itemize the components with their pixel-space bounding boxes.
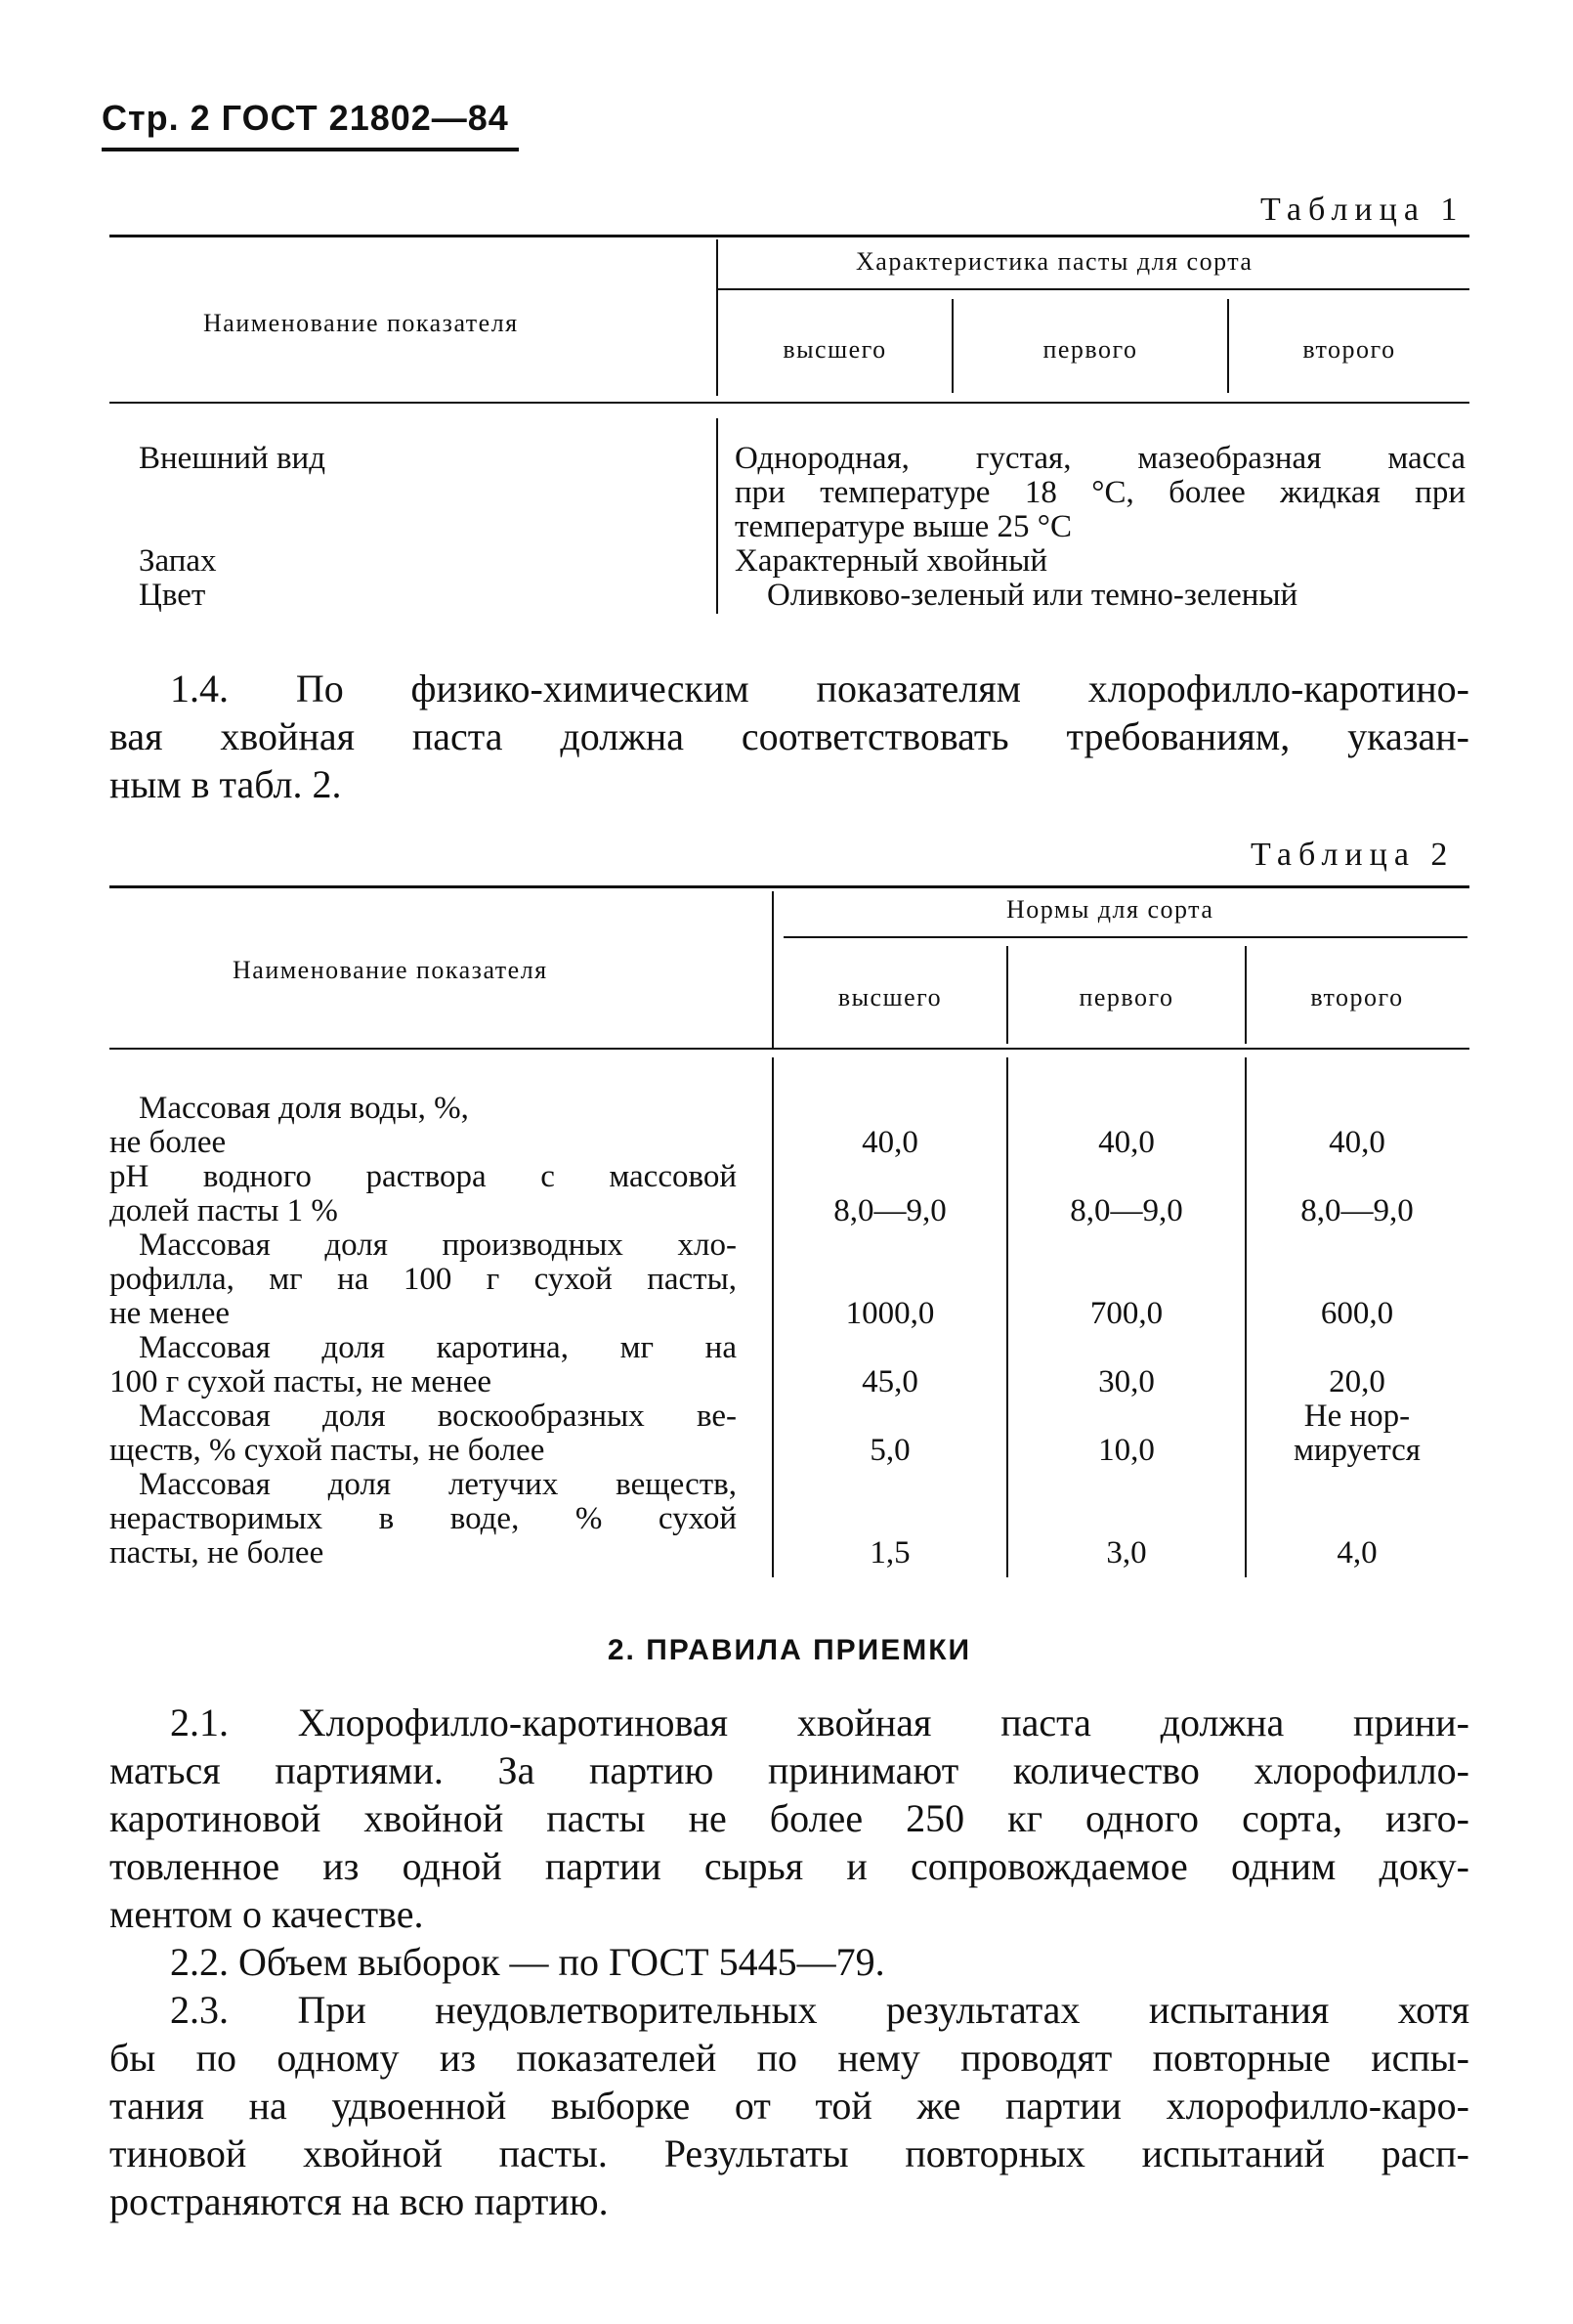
table2-row-name: рофилла, мг на 100 г сухой пасты, <box>109 1262 737 1297</box>
table2-row-name: не менее <box>109 1296 231 1331</box>
paragraph-2-3-line: бы по одному из показателей по нему проводят повторные испы- <box>109 2036 1469 2080</box>
table2-grade-header: второго <box>1310 983 1404 1011</box>
table1-row-value: Однородная, густая, мазеобразная масса <box>735 441 1466 476</box>
table1-group-header: Характеристика пасты для сорта <box>856 247 1254 276</box>
table2-row-name: пасты, не более <box>109 1535 324 1571</box>
table2-header-rule <box>109 1048 1469 1050</box>
table1-body-divider <box>716 418 718 614</box>
table1-row-name: Цвет <box>139 578 206 613</box>
table1-row-value: температуре выше 25 °С <box>735 509 1072 544</box>
table1-header-rule <box>109 402 1469 404</box>
table2-value: 10,0 <box>1098 1433 1155 1468</box>
paragraph-1-4-line: вая хвойная паста должна соответствовать требованиям, указан- <box>109 714 1469 758</box>
table2-row-name: Массовая доля воды, %, <box>139 1091 469 1126</box>
paragraph-2-1-line: ментом о качестве. <box>109 1892 424 1936</box>
table2-value: 40,0 <box>1098 1125 1155 1160</box>
table2-value: 5,0 <box>870 1433 911 1468</box>
table2-divider <box>772 891 774 1048</box>
table2-row-name: Массовая доля летучих веществ, <box>139 1467 737 1502</box>
table2-grade-header: высшего <box>837 983 943 1011</box>
table2-value: 1,5 <box>870 1535 911 1571</box>
page-header: Стр. 2 ГОСТ 21802—84 <box>102 98 509 138</box>
table1-group-rule <box>718 288 1469 290</box>
table1-top-rule <box>109 235 1469 237</box>
table2-value: 700,0 <box>1089 1296 1164 1331</box>
table1-caption: Таблица 1 <box>1260 192 1465 228</box>
section-title: 2. ПРАВИЛА ПРИЕМКИ <box>607 1634 972 1666</box>
table2-row-name: ществ, % сухой пасты, не более <box>109 1433 545 1468</box>
table2-value: 40,0 <box>862 1125 918 1160</box>
paragraph-2-1-line: маться партиями. За партию принимают количество хлорофилло- <box>109 1748 1469 1792</box>
table2-value: мируется <box>1294 1433 1421 1468</box>
paragraph-2-3-line: тания на удвоенной выборке от той же партии хлорофилло-каро- <box>109 2084 1469 2128</box>
paragraph-2-2: 2.2. Объем выборок — по ГОСТ 5445—79. <box>170 1940 885 1984</box>
paragraph-2-3-line: 2.3. При неудовлетворительных результатах испытания хотя <box>170 1988 1469 2032</box>
table1-row-value: при температуре 18 °С, более жидкая при <box>735 475 1466 510</box>
table2-caption: Таблица 2 <box>1251 837 1455 873</box>
table2-value: 1000,0 <box>845 1296 935 1331</box>
table1-row-value: Оливково-зеленый или темно-зеленый <box>767 578 1298 613</box>
table2-row-name: Массовая доля каротина, мг на <box>139 1330 737 1365</box>
paragraph-1-4-line: ным в табл. 2. <box>109 762 342 806</box>
table2-row-name: не более <box>109 1125 227 1160</box>
table2-row-name: Массовая доля воскообразных ве- <box>139 1399 737 1434</box>
table2-value: 600,0 <box>1320 1296 1394 1331</box>
paragraph-2-1-line: товленное из одной партии сырья и сопровождаемое одним доку- <box>109 1844 1469 1888</box>
table1-row-value: Характерный хвойный <box>735 543 1048 579</box>
table2-value: 20,0 <box>1329 1364 1385 1399</box>
table1-grade-header: высшего <box>783 335 887 364</box>
table2-row-name: Массовая доля производных хло- <box>139 1227 737 1263</box>
table1-row-name: Внешний вид <box>139 441 325 476</box>
table1-grade-header: первого <box>1042 335 1138 364</box>
table2-row-name: нерастворимых в воде, % сухой <box>109 1501 737 1536</box>
table2-group-rule <box>784 936 1467 938</box>
table2-value: 8,0—9,0 <box>833 1193 947 1228</box>
table2-grade-header: первого <box>1079 983 1174 1011</box>
table1-grade-header: второго <box>1302 335 1396 364</box>
paragraph-2-1-line: каротиновой хвойной пасты не более 250 кг одного сорта, изго- <box>109 1796 1469 1840</box>
paragraph-2-3-line: тиновой хвойной пасты. Результаты повторных испытаний расп- <box>109 2131 1469 2175</box>
table2-value: 4,0 <box>1337 1535 1378 1571</box>
table2-top-rule <box>109 885 1469 888</box>
table2-value: 45,0 <box>862 1364 918 1399</box>
table2-value: 30,0 <box>1098 1364 1155 1399</box>
table2-value: 40,0 <box>1329 1125 1385 1160</box>
paragraph-2-3-line: ространяются на всю партию. <box>109 2179 609 2223</box>
table2-row-name: долей пасты 1 % <box>109 1193 338 1228</box>
table1-divider <box>716 239 718 396</box>
table2-value: 8,0—9,0 <box>1300 1193 1414 1228</box>
table2-col-name: Наименование показателя <box>233 956 548 984</box>
table2-group-header: Нормы для сорта <box>1006 895 1214 924</box>
table2-value: 3,0 <box>1106 1535 1147 1571</box>
table2-row-name: pH водного раствора с массовой <box>109 1159 737 1194</box>
table2-value: 8,0—9,0 <box>1070 1193 1183 1228</box>
table1-row-name: Запах <box>139 543 217 579</box>
table1-col-name: Наименование показателя <box>203 309 519 337</box>
paragraph-1-4-line: 1.4. По физико-химическим показателям хлорофилло-каротино- <box>170 667 1469 710</box>
table2-row-name: 100 г сухой пасты, не менее <box>109 1364 491 1399</box>
paragraph-2-1-line: 2.1. Хлорофилло-каротиновая хвойная паста должна прини- <box>170 1700 1469 1744</box>
table2-value: Не нор- <box>1303 1399 1411 1434</box>
header-underline <box>102 148 519 151</box>
